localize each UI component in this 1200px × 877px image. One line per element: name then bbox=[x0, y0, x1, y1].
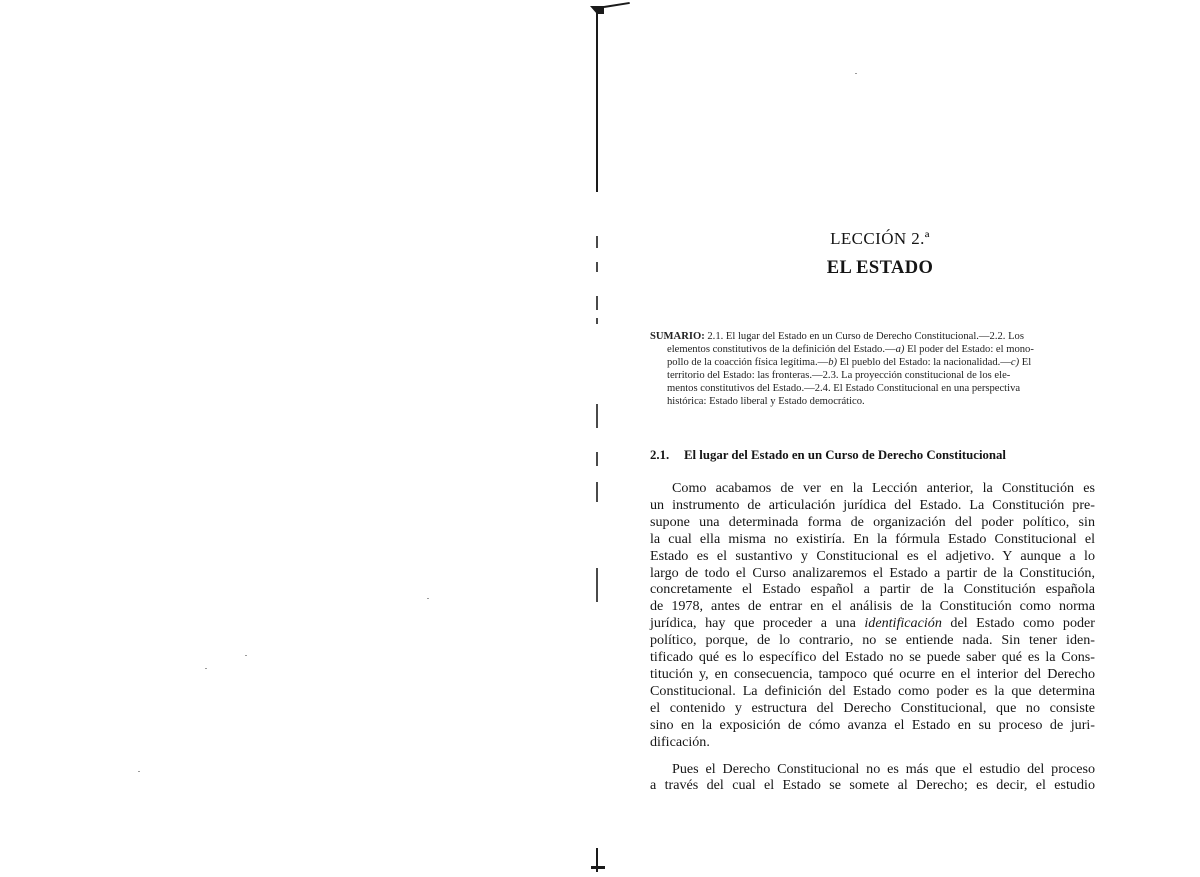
gutter-mark bbox=[596, 262, 598, 272]
scan-speck bbox=[138, 771, 140, 772]
emphasis: identificación bbox=[864, 615, 942, 632]
body-line: un instrumento de articulación jurídica del Estado. La Constitución pre- bbox=[650, 496, 1095, 513]
body-line: tificado qué es lo específico del Estado no se puede saber qué es la Cons- bbox=[650, 649, 1095, 666]
gutter-mark bbox=[596, 568, 598, 602]
gutter-mark bbox=[596, 482, 598, 502]
body-line: jurídica, hay que proceder a una identificación del Estado como poder bbox=[650, 615, 1095, 632]
section-number: 2.1. bbox=[650, 448, 670, 462]
body-line: supone una determinada forma de organización del poder político, sin bbox=[650, 513, 1095, 530]
body-line: a través del cual el Estado se somete al Derecho; es decir, el estudio bbox=[650, 777, 1095, 794]
scan-speck bbox=[205, 668, 207, 669]
chapter-title: EL ESTADO bbox=[826, 258, 934, 278]
body-text bbox=[650, 480, 1095, 794]
body-line: largo de todo el Curso analizaremos el Estado a partir de la Constitución, bbox=[650, 564, 1095, 581]
summary-block bbox=[650, 331, 1095, 408]
gutter-mark bbox=[596, 236, 598, 248]
paragraph-gap bbox=[650, 751, 1095, 761]
body-line: Constitucional. La definición del Estado como poder es la que determina bbox=[650, 682, 1095, 699]
scan-speck bbox=[427, 598, 429, 599]
lesson-label: LECCIÓN 2.ª bbox=[830, 229, 930, 248]
summary-label: SUMARIO: bbox=[650, 331, 705, 342]
scan-speck bbox=[245, 655, 247, 656]
section-title: El lugar del Estado en un Curso de Derecho Constitucional bbox=[684, 448, 1006, 462]
summary-line: pollo de la coacción física legítima.—b) El pueblo del Estado: la nacionalidad.—c) El bbox=[667, 356, 1032, 368]
body-line: Como acabamos de ver en la Lección anterior, la Constitución es bbox=[672, 480, 1095, 496]
summary-line: histórica: Estado liberal y Estado democrático. bbox=[667, 395, 865, 407]
body-line: dificación. bbox=[650, 733, 710, 750]
body-line: la cual ella misma no existiría. En la fórmula Estado Constitucional el bbox=[650, 530, 1095, 547]
gutter-mark bbox=[596, 318, 598, 324]
body-line: Pues el Derecho Constitucional no es más que el estudio del proceso bbox=[672, 760, 1095, 777]
body-line: sino en la exposición de cómo avanza el Estado en su proceso de juri- bbox=[650, 716, 1095, 733]
body-line: político, porque, de lo contrario, no se entiende nada. Sin tener iden- bbox=[650, 632, 1095, 649]
summary-line: mentos constitutivos del Estado.—2.4. El Estado Constitucional en una perspectiva bbox=[667, 382, 1021, 394]
body-line: Estado es el sustantivo y Constitucional es el adjetivo. Y aunque a lo bbox=[650, 547, 1095, 564]
binding-bottom-mark bbox=[591, 866, 605, 869]
body-line: el contenido y estructura del Derecho Constitucional, que no consiste bbox=[650, 699, 1095, 716]
gutter-mark bbox=[596, 296, 598, 310]
body-line: de 1978, antes de entrar en el análisis de la Constitución como norma bbox=[650, 598, 1095, 615]
scan-speck bbox=[855, 73, 857, 74]
gutter-mark bbox=[596, 404, 598, 428]
binding-edge bbox=[596, 8, 598, 192]
body-line: titución y, en consecuencia, tampoco qué ocurre en el interior del Derecho bbox=[650, 665, 1095, 682]
gutter-mark bbox=[596, 452, 598, 466]
summary-line: SUMARIO: 2.1. El lugar del Estado en un Curso de Derecho Constitucional.—2.2. Los bbox=[650, 331, 1024, 342]
summary-line: elementos constitutivos de la definición del Estado.—a) El poder del Estado: el mono- bbox=[667, 343, 1034, 355]
section-heading bbox=[650, 448, 1006, 463]
body-line: concretamente el Estado español a partir de la Constitución española bbox=[650, 581, 1095, 598]
summary-line: territorio del Estado: las fronteras.—2.3. La proyección constitucional de los ele- bbox=[667, 369, 1011, 381]
